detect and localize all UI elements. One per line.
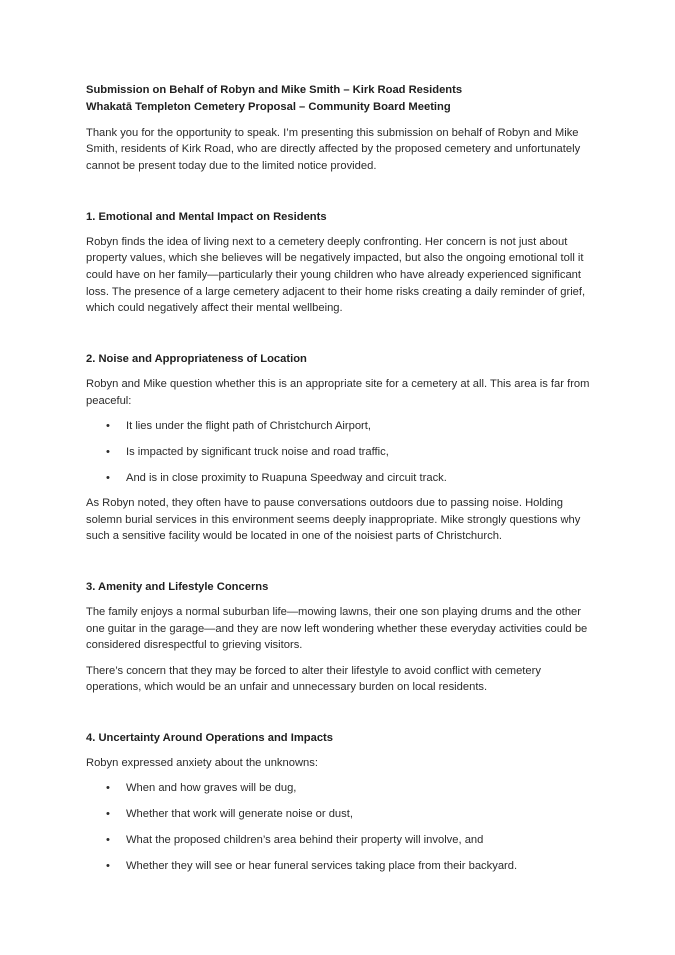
list-item-text: Whether that work will generate noise or dust, <box>126 808 353 821</box>
section-1-heading: 1. Emotional and Mental Impact on Residents <box>86 210 327 223</box>
intro-paragraph: Thank you for the opportunity to speak. I’m presenting this submission on behalf of Robyn and Mike Smith, residents of Kirk Road, who are directly affected by the proposed cemetery and unfortunately cannot be present today due to the limited notice provided. <box>86 126 581 172</box>
list-item <box>86 470 598 487</box>
section-2-heading: 2. Noise and Appropriateness of Location <box>86 353 307 366</box>
section-3-paragraph-1: The family enjoys a normal suburban life—mowing lawns, their one son playing drums and the other one guitar in the garage—and they are now left wondering whether these everyday activities could be considered disrespectful to grieving visitors. <box>86 606 588 652</box>
bullet-icon: • <box>106 834 110 847</box>
bullet-icon: • <box>106 471 110 484</box>
section-4-bullet-list <box>86 780 598 875</box>
section-2-closing-paragraph: As Robyn noted, they often have to pause conversations outdoors due to passing noise. Holding solemn burial services in this environment seems deeply inappropriate. Mike strongly questions why such a sensitive facility would be located in one of the noisiest parts of Christchurch. <box>86 497 581 543</box>
document-page <box>86 82 598 875</box>
section-2-bullet-list <box>86 418 598 487</box>
document-title-line-1: Submission on Behalf of Robyn and Mike Smith – Kirk Road Residents <box>86 84 463 96</box>
list-item-text: Whether they will see or hear funeral services taking place from their backyard. <box>126 860 518 873</box>
list-item-text: What the proposed children’s area behind their property will involve, and <box>126 834 484 847</box>
list-item <box>86 858 598 875</box>
list-item-text: It lies under the flight path of Christchurch Airport, <box>126 419 372 432</box>
section-4-heading: 4. Uncertainty Around Operations and Impacts <box>86 732 333 745</box>
list-item <box>86 832 598 849</box>
list-item <box>86 780 598 797</box>
list-item-text: When and how graves will be dug, <box>126 782 297 795</box>
section-4-lead: Robyn expressed anxiety about the unknowns: <box>86 757 318 770</box>
bullet-icon: • <box>106 860 110 873</box>
list-item <box>86 806 598 823</box>
bullet-icon: • <box>106 808 110 821</box>
bullet-icon: • <box>106 419 110 432</box>
section-2-lead: Robyn and Mike question whether this is an appropriate site for a cemetery at all. This area is far from peaceful: <box>86 378 590 407</box>
bullet-icon: • <box>106 782 110 795</box>
list-item-text: Is impacted by significant truck noise and road traffic, <box>126 445 389 458</box>
bullet-icon: • <box>106 445 110 458</box>
list-item <box>86 418 598 435</box>
document-title-line-2: Whakatā Templeton Cemetery Proposal – Community Board Meeting <box>86 101 451 113</box>
section-3-paragraph-2: There’s concern that they may be forced to alter their lifestyle to avoid conflict with cemetery operations, which would be an unfair and unnecessary burden on local residents. <box>86 664 541 694</box>
list-item <box>86 444 598 461</box>
list-item-text: And is in close proximity to Ruapuna Speedway and circuit track. <box>126 471 447 484</box>
section-3-heading: 3. Amenity and Lifestyle Concerns <box>86 581 269 594</box>
section-1-paragraph: Robyn finds the idea of living next to a cemetery deeply confronting. Her concern is not just about property values, which she believes will be negatively impacted, but also the ongoing emotional toll it could have on her family—particularly their young children who have already experienced significant loss. The presence of a large cemetery adjacent to their home risks creating a daily reminder of grief, which could negatively affect their mental wellbeing. <box>86 235 586 315</box>
